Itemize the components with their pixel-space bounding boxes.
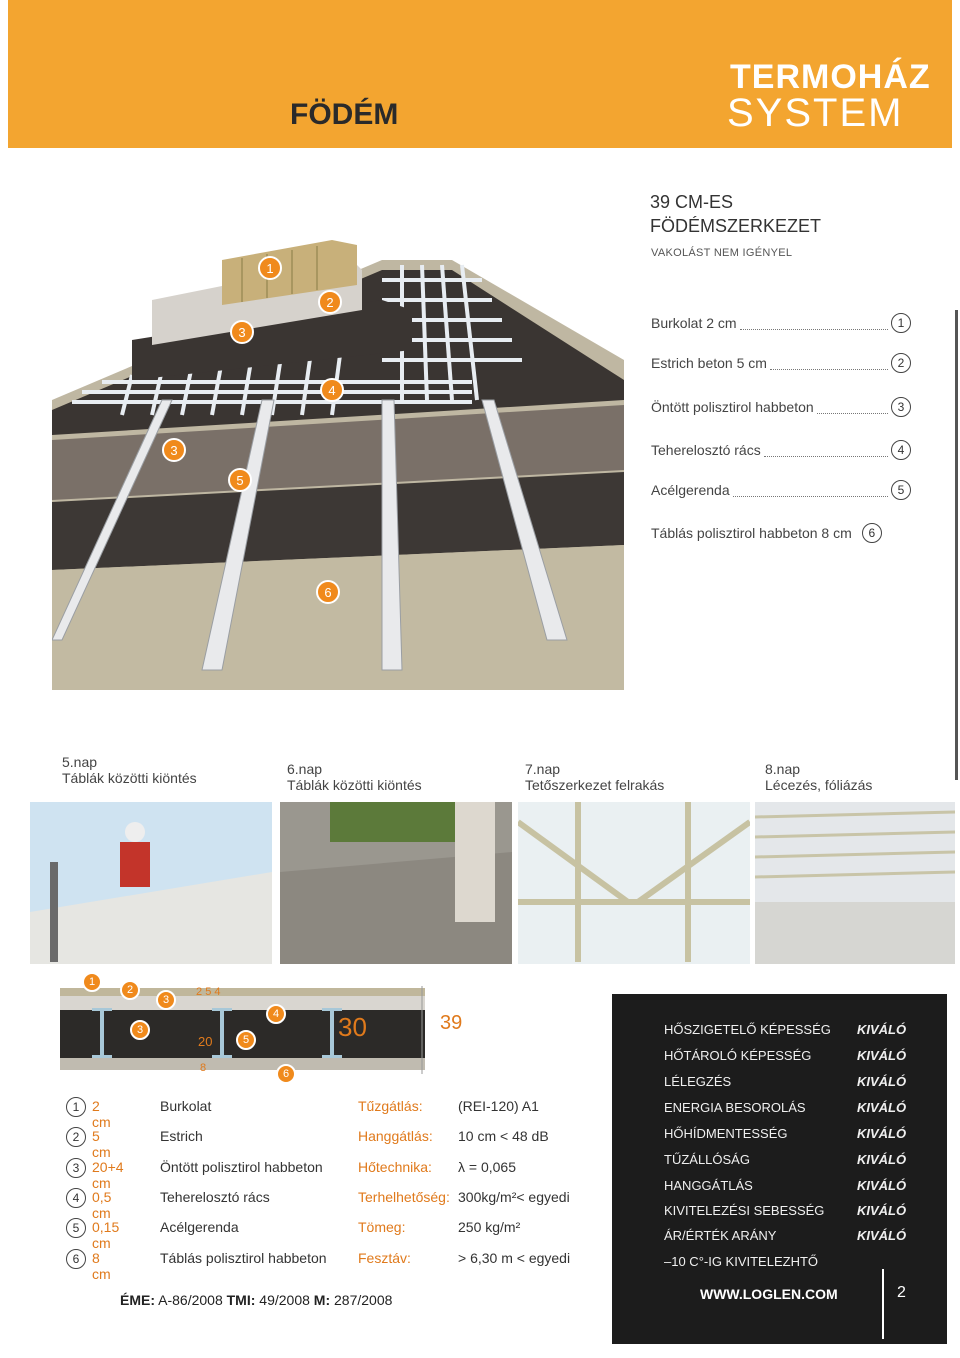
- legend-item: [651, 394, 911, 420]
- rating-value: KIVÁLÓ: [857, 1152, 907, 1167]
- legend-label: Acélgerenda: [651, 482, 730, 498]
- spec-size: 2 cm: [92, 1098, 111, 1130]
- legend-item: [651, 350, 911, 376]
- rating-value: KIVÁLÓ: [857, 1178, 907, 1193]
- legend-label: Teherelosztó rács: [651, 442, 761, 458]
- rating-row: [664, 1096, 934, 1120]
- xsec-badge: 1: [82, 972, 102, 992]
- legend-number: 6: [862, 523, 882, 543]
- hero-badge: 5: [228, 468, 252, 492]
- dim-label: 8: [200, 1062, 207, 1074]
- legend-number: 5: [891, 480, 911, 500]
- legend-label: Öntött polisztirol habbeton: [651, 399, 814, 415]
- xsec-badge: 3: [130, 1020, 150, 1040]
- legend-number: 4: [891, 440, 911, 460]
- rating-row: [664, 1148, 934, 1172]
- day-description: Lécezés, fóliázás: [765, 777, 873, 793]
- rating-key: HŐHÍDMENTESSÉG: [664, 1126, 788, 1141]
- spec-name: Acélgerenda: [160, 1219, 239, 1235]
- property-key: Fesztáv:: [358, 1250, 411, 1266]
- rating-key: ENERGIA BESOROLÁS: [664, 1100, 806, 1115]
- day-description: Táblák közötti kiöntés: [62, 770, 197, 786]
- rating-value: KIVÁLÓ: [857, 1022, 907, 1037]
- section-subtitle: VAKOLÁST NEM IGÉNYEL: [651, 247, 793, 259]
- day-label: 7.nap: [525, 761, 561, 777]
- dim-label: 5: [205, 986, 212, 998]
- legend-item: [651, 310, 911, 336]
- eme-value: A-86/2008: [158, 1292, 223, 1308]
- day-label: 5.nap: [62, 754, 98, 770]
- spec-number: 4: [66, 1188, 86, 1208]
- floor-structure-illustration: [52, 240, 624, 690]
- hero-badge: 1: [258, 256, 282, 280]
- page-number: 2: [897, 1284, 906, 1301]
- property-value: λ = 0,065: [458, 1159, 516, 1175]
- legend-item: [651, 477, 911, 503]
- m-value: 287/2008: [334, 1292, 393, 1308]
- spec-size: 0,15 cm: [92, 1219, 120, 1251]
- rating-row: [664, 1122, 934, 1146]
- rating-row: [664, 1174, 934, 1198]
- property-value: 250 kg/m²: [458, 1219, 521, 1235]
- tmi-label: TMI:: [226, 1292, 256, 1308]
- brand-system: SYSTEM: [727, 91, 904, 135]
- rating-row: [664, 1070, 934, 1094]
- spec-number: 5: [66, 1218, 86, 1238]
- xsec-badge: 6: [276, 1064, 296, 1084]
- spec-size: 0,5 cm: [92, 1189, 112, 1221]
- eme-label: ÉME:: [120, 1292, 155, 1308]
- day-label: 6.nap: [287, 761, 323, 777]
- property-value: 300kg/m²< egyedi: [458, 1189, 570, 1205]
- section-title: [650, 190, 821, 238]
- spec-size: 20+4 cm: [92, 1159, 124, 1191]
- hero-badge: 3: [162, 438, 186, 462]
- dim-label: 20: [198, 1034, 213, 1049]
- rating-row: [664, 1224, 934, 1248]
- spec-name: Öntött polisztirol habbeton: [160, 1159, 323, 1175]
- rating-value: KIVÁLÓ: [857, 1048, 907, 1063]
- spec-size: 5 cm: [92, 1128, 111, 1160]
- legend-label: Burkolat 2 cm: [651, 315, 737, 331]
- rating-key: HANGGÁTLÁS: [664, 1178, 753, 1193]
- rating-value: KIVÁLÓ: [857, 1126, 907, 1141]
- ratings-panel: [612, 994, 947, 1344]
- beam-height-label: 30: [338, 1012, 367, 1042]
- photo-day7: [518, 802, 750, 964]
- xsec-badge: 3: [156, 990, 176, 1010]
- xsec-badge: 2: [120, 980, 140, 1000]
- section-title-line2: FÖDÉMSZERKEZET: [650, 216, 822, 236]
- hero-badge: 4: [320, 378, 344, 402]
- property-key: Hanggátlás:: [358, 1128, 433, 1144]
- property-key: Terhelhetőség:: [358, 1189, 450, 1205]
- property-key: Tűzgátlás:: [358, 1098, 423, 1114]
- property-value: (REI-120) A1: [458, 1098, 539, 1114]
- cross-section-diagram: [50, 976, 463, 1080]
- day-caption: [765, 761, 872, 793]
- hero-badge: 3: [230, 320, 254, 344]
- brand-name: TERMOHÁZ: [730, 58, 931, 96]
- rating-row: [664, 1018, 934, 1042]
- day-label: 8.nap: [765, 761, 801, 777]
- rating-value: KIVÁLÓ: [857, 1228, 907, 1243]
- legend-item: [651, 520, 911, 546]
- certification-footer: [120, 1292, 392, 1308]
- spec-number: 6: [66, 1249, 86, 1269]
- photo-day5: [30, 802, 272, 964]
- property-value: 10 cm < 48 dB: [458, 1128, 549, 1144]
- rating-key: HŐSZIGETELŐ KÉPESSÉG: [664, 1022, 831, 1037]
- legend-number: 2: [891, 353, 911, 373]
- legend-item: [651, 437, 911, 463]
- page-title: FÖDÉM: [290, 98, 399, 131]
- hero-badge: 6: [316, 580, 340, 604]
- day-caption: [287, 761, 422, 793]
- rating-value: KIVÁLÓ: [857, 1074, 907, 1089]
- spec-number: 1: [66, 1097, 86, 1117]
- property-key: Hőtechnika:: [358, 1159, 432, 1175]
- page-edge-line: [955, 310, 958, 780]
- rating-temperature: –10 C°-IG KIVITELEZHTŐ: [664, 1254, 819, 1269]
- legend-number: 1: [891, 313, 911, 333]
- legend-number: 3: [891, 397, 911, 417]
- spec-name: Teherelosztó rács: [160, 1189, 270, 1205]
- m-label: M:: [313, 1292, 331, 1308]
- day-description: Táblák közötti kiöntés: [287, 777, 422, 793]
- spec-name: Estrich: [160, 1128, 203, 1144]
- day-caption: [62, 754, 197, 786]
- rating-row: [664, 1044, 934, 1068]
- total-thickness-label: 39: [440, 1012, 463, 1034]
- spec-size: 8 cm: [92, 1250, 111, 1282]
- legend-label: Estrich beton 5 cm: [651, 355, 767, 371]
- rating-key: HŐTÁROLÓ KÉPESSÉG: [664, 1048, 812, 1063]
- day-caption: [525, 761, 664, 793]
- property-value: > 6,30 m < egyedi: [458, 1250, 571, 1266]
- legend-label: Táblás polisztirol habbeton 8 cm: [651, 525, 852, 541]
- photo-day8: [755, 802, 955, 964]
- spec-name: Burkolat: [160, 1098, 212, 1114]
- rating-value: KIVÁLÓ: [857, 1100, 907, 1115]
- xsec-badge: 5: [236, 1030, 256, 1050]
- rating-row: [664, 1199, 934, 1223]
- rating-key: LÉLEGZÉS: [664, 1074, 732, 1089]
- section-title-line1: 39 CM-ES: [650, 192, 734, 212]
- website-link[interactable]: WWW.LOGLEN.COM: [700, 1286, 838, 1302]
- hero-badge: 2: [318, 290, 342, 314]
- dim-label: 2: [196, 986, 203, 998]
- spec-number: 3: [66, 1158, 86, 1178]
- photo-day6: [280, 802, 512, 964]
- rating-key: ÁR/ÉRTÉK ARÁNY: [664, 1228, 777, 1243]
- property-key: Tömeg:: [358, 1219, 406, 1235]
- rating-key: TŰZÁLLÓSÁG: [664, 1152, 750, 1167]
- divider: [882, 1269, 884, 1339]
- dim-label: 4: [214, 986, 221, 998]
- spec-name: Táblás polisztirol habbeton: [160, 1250, 327, 1266]
- xsec-badge: 4: [266, 1004, 286, 1024]
- spec-number: 2: [66, 1127, 86, 1147]
- rating-value: KIVÁLÓ: [857, 1203, 907, 1218]
- day-description: Tetőszerkezet felrakás: [525, 777, 665, 793]
- rating-key: KIVITELEZÉSI SEBESSÉG: [664, 1203, 825, 1218]
- tmi-value: 49/2008: [259, 1292, 310, 1308]
- xsec-dims: [196, 986, 256, 998]
